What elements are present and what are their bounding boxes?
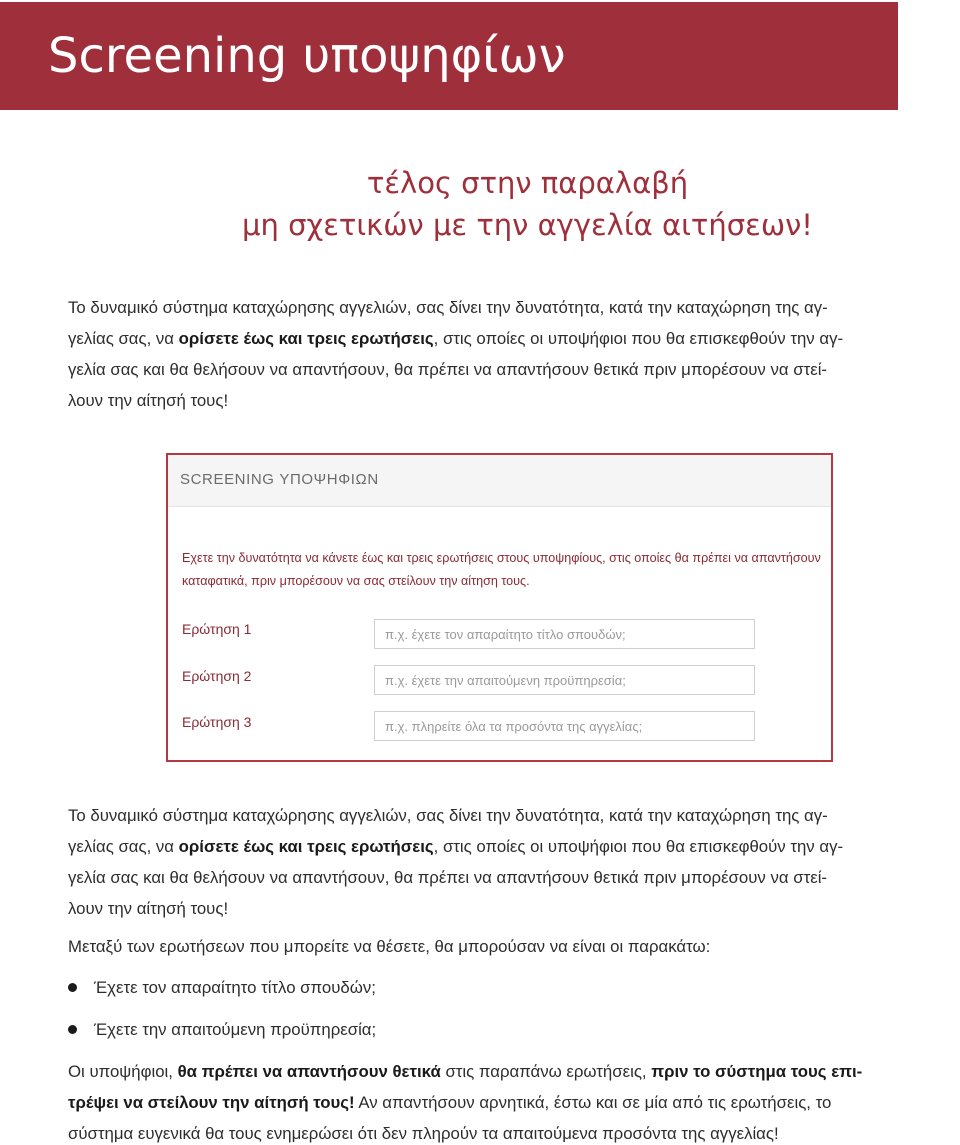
example-2-text: Έχετε την απαιτούμενη προϋπηρεσία; [94, 1020, 377, 1039]
question-3-input[interactable] [374, 711, 755, 741]
intro-line-2 [68, 323, 958, 354]
question-1-label: Ερώτηση 1 [182, 621, 252, 637]
intro-line-3: γελία σας και θα θελήσουν να απαντήσουν, θα πρέπει να απαντήσουν θετικά πριν μπορέσουν να στεί- [68, 360, 828, 379]
closing-line-2-text: Αν απαντήσουν αρνητικά, έστω και σε μία από τις ερωτήσεις, το [354, 1093, 832, 1112]
bullet-icon [68, 983, 77, 992]
intro-line-1: Το δυναμικό σύστημα καταχώρησης αγγελιών, σας δίνει την δυνατότητα, κατά την καταχώρηση της αγ- [68, 298, 828, 317]
intro-paragraph [68, 292, 958, 416]
subtitle-line-1: τέλος στην παραλαβή [366, 166, 689, 200]
title-banner [0, 2, 898, 110]
list-item [68, 1013, 948, 1055]
repeat-emphasis: ορίσετε έως και τρεις ερωτήσεις [178, 837, 434, 856]
screening-description-line-2: καταφατικά, πριν μπορέσουν να σας στείλουν την αίτηση τους. [182, 574, 530, 588]
closing-emphasis-3: τρέψει να στείλουν την αίτησή τους! [68, 1093, 355, 1112]
repeat-line-4: λουν την αίτησή τους! [68, 899, 229, 918]
closing-emphasis-2: πριν το σύστημα τους επι- [651, 1062, 863, 1081]
screening-form-header-label: SCREENING ΥΠΟΨΗΦΙΩΝ [180, 471, 379, 488]
closing-emphasis-1: θα πρέπει να απαντήσουν θετικά [177, 1062, 441, 1081]
repeat-line-1: Το δυναμικό σύστημα καταχώρησης αγγελιών, σας δίνει την δυνατότητα, κατά την καταχώρηση της αγ- [68, 806, 828, 825]
bullet-icon [68, 1025, 77, 1034]
question-2-label: Ερώτηση 2 [182, 668, 252, 684]
question-2-input[interactable] [374, 665, 755, 695]
subtitle-line-2: μη σχετικών με την αγγελία αιτήσεων! [242, 208, 813, 242]
intro-line-2-text-a: γελίας σας, να [68, 329, 179, 348]
closing-line-1-text-a: Οι υποψήφιοι, [68, 1062, 178, 1081]
examples-intro-text: Μεταξύ των ερωτήσεων που μπορείτε να θέσετε, θα μπορούσαν να είναι οι παρακάτω: [68, 937, 711, 956]
list-item [68, 971, 948, 1013]
repeat-line-2-text-b: , στις οποίες οι υποψήφιοι που θα επισκεφθούν την αγ- [433, 837, 844, 856]
example-1-text: Έχετε τον απαραίτητο τίτλο σπουδών; [94, 978, 376, 997]
repeat-line-2 [68, 831, 958, 862]
closing-line-2 [68, 1087, 958, 1118]
page-title: Screening υποψηφίων [48, 28, 566, 84]
closing-line-1-text-b: στις παραπάνω ερωτήσεις, [440, 1062, 652, 1081]
question-1-input[interactable] [374, 619, 755, 649]
screening-form-description [182, 547, 827, 593]
repeat-paragraph [68, 800, 958, 924]
repeat-line-3: γελία σας και θα θελήσουν να απαντήσουν, θα πρέπει να απαντήσουν θετικά πριν μπορέσουν να στεί- [68, 868, 828, 887]
intro-line-2-text-b: , στις οποίες οι υποψήφιοι που θα επισκεφθούν την αγ- [433, 329, 844, 348]
repeat-line-2-text-a: γελίας σας, να [68, 837, 179, 856]
examples-intro [68, 931, 958, 962]
subtitle [0, 162, 960, 246]
intro-line-4: λουν την αίτησή τους! [68, 391, 229, 410]
question-3-label: Ερώτηση 3 [182, 714, 252, 730]
screening-description-line-1: Εχετε την δυνατότητα να κάνετε έως και τρεις ερωτήσεις στους υποψηφίους, στις οποίες θα πρέπει να απαντήσουν [182, 551, 821, 565]
examples-list [68, 971, 948, 1055]
closing-paragraph [68, 1056, 958, 1145]
closing-line-1 [68, 1056, 958, 1087]
intro-emphasis: ορίσετε έως και τρεις ερωτήσεις [178, 329, 434, 348]
screening-form-screenshot [166, 453, 833, 762]
closing-line-3: σύστημα ευγενικά θα τους ενημερώσει ότι δεν πληρούν τα απαιτούμενα προσόντα της αγγελίας! [68, 1124, 779, 1143]
screening-form-header [168, 455, 831, 507]
